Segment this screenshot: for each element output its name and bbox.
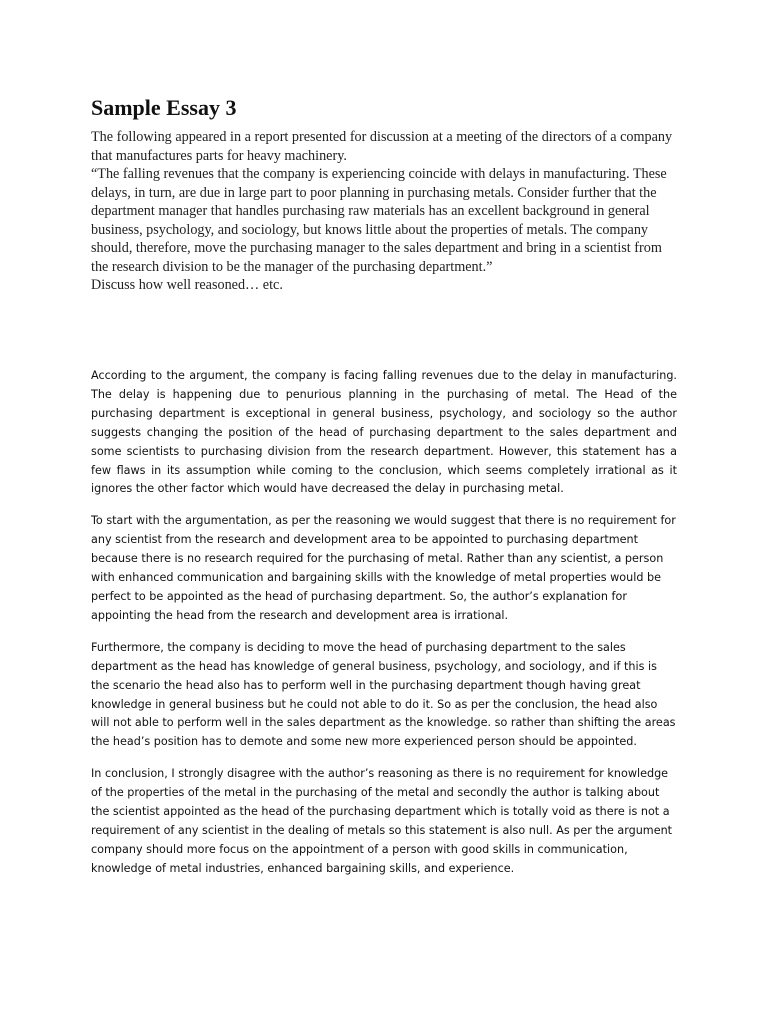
response-paragraph-3: Furthermore, the company is deciding to move the head of purchasing department to the sales department as the head has knowledge of general business, psychology, and sociology, and if this is the scenario the head also has to perform well in the purchasing department though having great knowledge in general business but he could not able to do it. So as per the conclusion, the head also will not able to perform well in the sales department as the knowledge. so rather than shifting the areas the head’s position has to demote and some new more experienced person should be appointed. — [91, 640, 676, 749]
prompt-intro: The following appeared in a report presented for discussion at a meeting of the directors of a company that manufactures parts for heavy machinery. — [91, 129, 673, 164]
response-paragraph-2: To start with the argumentation, as per the reasoning we would suggest that there is no requirement for any scientist from the research and development area to be appointed to purchasing department because there is no research required for the purchasing of metal. Rather than any scientist, a person with enhanced communication and bargaining skills with the knowledge of metal properties would be perfect to be appointed as the head of purchasing department. So, the author’s explanation for appointing the head from the research and development area is irrational. — [91, 514, 676, 622]
essay-response — [91, 367, 677, 892]
essay-title: Sample Essay 3 — [91, 95, 237, 120]
response-paragraph-4: In conclusion, I strongly disagree with the author’s reasoning as there is no requirement for knowledge of the properties of the metal in the purchasing of the metal and secondly the author is talking about the scientist appointed as the head of the purchasing department which is totally void as there is not a requirement of any scientist in the dealing of metals so this statement is also null. As per the argument company should more focus on the appointment of a person with good skills in communication, knowledge of metal industries, enhanced bargaining skills, and experience. — [91, 767, 673, 875]
response-paragraph-1: According to the argument, the company is facing falling revenues due to the delay in manufacturing. The delay is happening due to penurious planning in the purchasing of metal. The Head of the purchasing department is exceptional in general business, psychology, and sociology so the author suggests changing the position of the head of purchasing department to the sales department and some scientists to purchasing division from the research department. However, this statement has a few flaws in its assumption while coming to the conclusion, which seems completely irrational as it ignores the other factor which would have decreased the delay in purchasing metal. — [91, 369, 677, 496]
essay-prompt — [91, 128, 681, 295]
prompt-quote: “The falling revenues that the company is experiencing coincide with delays in manufacturing. These delays, in turn, are due in large part to poor planning in purchasing metals. Consider further that the department manager that handles purchasing raw materials has an excellent background in general business, psychology, and sociology, but knows little about the properties of metals. The company should, therefore, move the purchasing manager to the sales department and bring in a scientist from the research division to be the manager of the purchasing department.” — [91, 166, 667, 275]
prompt-instruction: Discuss how well reasoned… etc. — [91, 277, 283, 293]
